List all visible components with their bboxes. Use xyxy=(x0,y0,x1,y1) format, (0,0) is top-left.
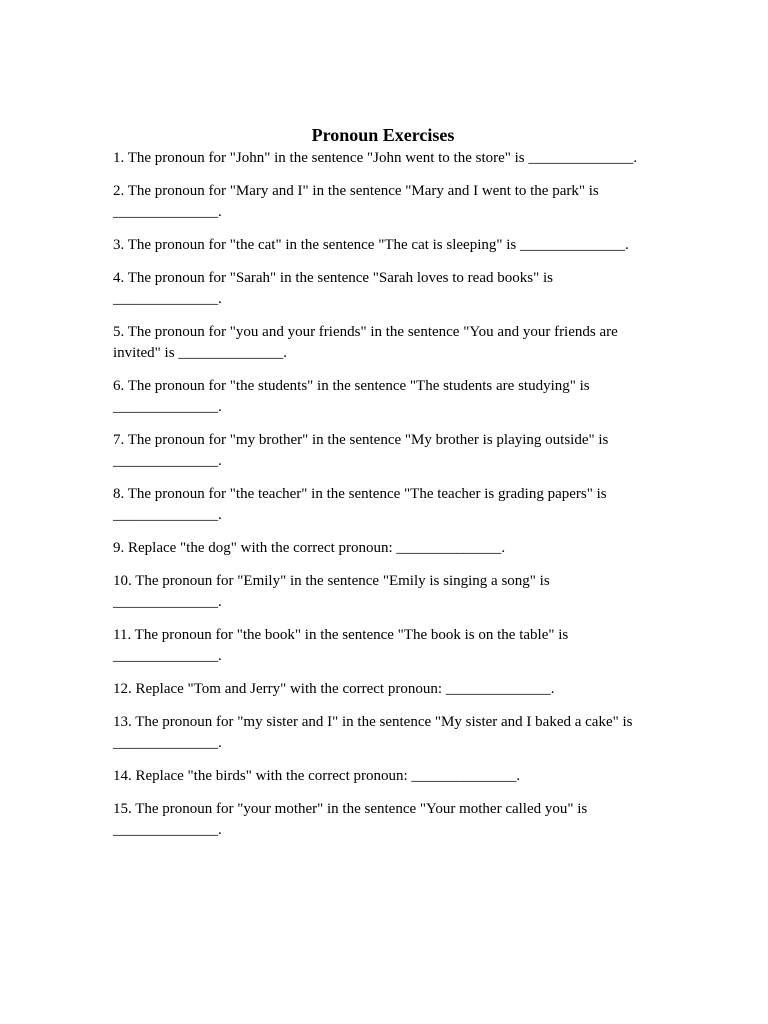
exercise-item-6: 6. The pronoun for "the students" in the sentence "The students are studying" is ______________. xyxy=(113,378,590,415)
exercise-list xyxy=(113,148,653,841)
exercise-item-3: 3. The pronoun for "the cat" in the sentence "The cat is sleeping" is ______________. xyxy=(113,237,629,253)
exercise-item-15: 15. The pronoun for "your mother" in the sentence "Your mother called you" is ______________. xyxy=(113,801,588,838)
exercise-item-1: 1. The pronoun for "John" in the sentence "John went to the store" is ______________. xyxy=(113,150,638,166)
exercise-item-10: 10. The pronoun for "Emily" in the sentence "Emily is singing a song" is ______________. xyxy=(113,573,550,610)
exercise-item-13: 13. The pronoun for "my sister and I" in the sentence "My sister and I baked a cake" is ______________. xyxy=(113,714,633,751)
exercise-item-14: 14. Replace "the birds" with the correct pronoun: ______________. xyxy=(113,768,521,784)
exercise-item-5: 5. The pronoun for "you and your friends" in the sentence "You and your friends are invited" is ______________. xyxy=(113,324,618,361)
exercise-item-2: 2. The pronoun for "Mary and I" in the sentence "Mary and I went to the park" is ______________. xyxy=(113,183,599,220)
exercise-item-9: 9. Replace "the dog" with the correct pronoun: ______________. xyxy=(113,540,506,556)
exercise-item-4: 4. The pronoun for "Sarah" in the sentence "Sarah loves to read books" is ______________. xyxy=(113,270,553,307)
exercise-item-8: 8. The pronoun for "the teacher" in the sentence "The teacher is grading papers" is ______________. xyxy=(113,486,607,523)
exercise-item-7: 7. The pronoun for "my brother" in the sentence "My brother is playing outside" is ______________. xyxy=(113,432,609,469)
exercise-item-11: 11. The pronoun for "the book" in the sentence "The book is on the table" is ______________. xyxy=(113,627,569,664)
exercise-item-12: 12. Replace "Tom and Jerry" with the correct pronoun: ______________. xyxy=(113,681,555,697)
page-title: Pronoun Exercises xyxy=(311,125,455,145)
document-page xyxy=(113,124,653,853)
